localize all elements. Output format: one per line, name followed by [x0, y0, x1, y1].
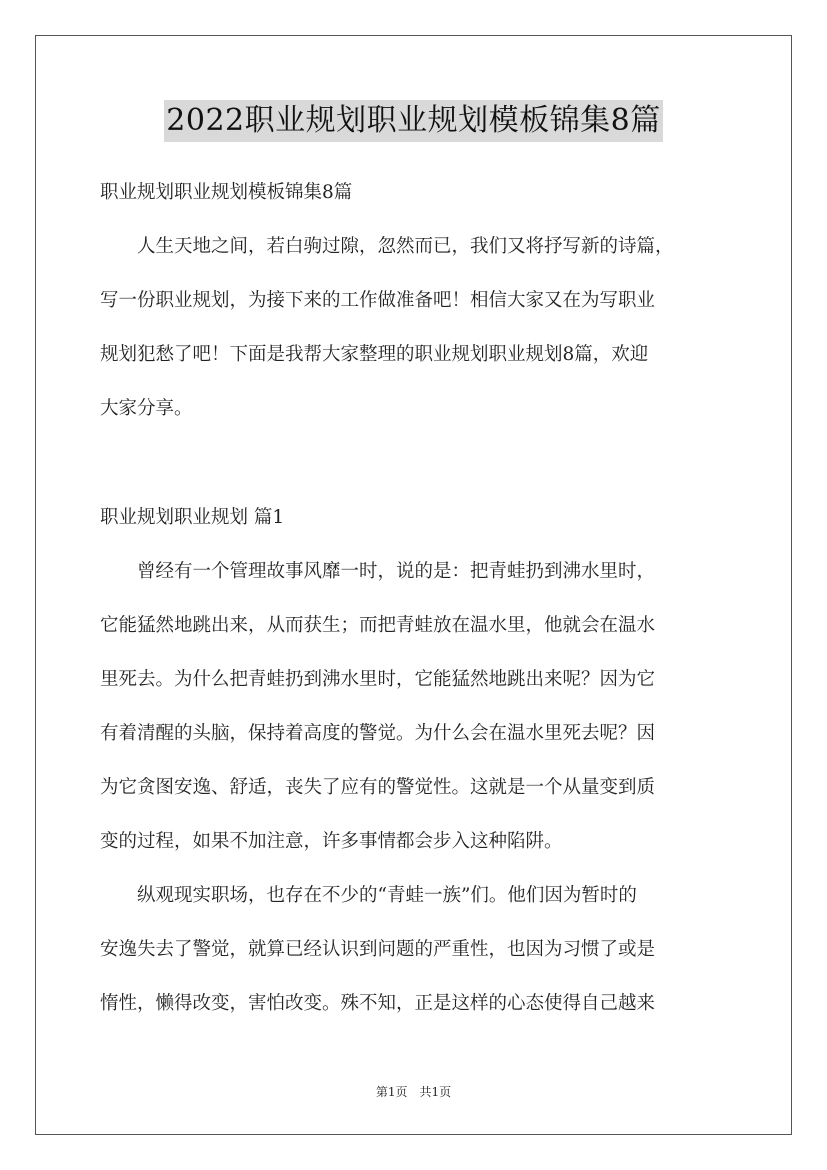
intro-line: 写一份职业规划，为接下来的工作做准备吧！相信大家又在为写职业 — [100, 290, 656, 311]
paragraph-line: 它能猛然地跳出来，从而获生；而把青蛙放在温水里，他就会在温水 — [100, 615, 656, 636]
document-title: 2022职业规划职业规划模板锦集8篇 — [164, 100, 662, 142]
paragraph-line: 为它贪图安逸、舒适，丧失了应有的警觉性。这就是一个从量变到质 — [100, 777, 656, 798]
section-heading: 职业规划职业规划 篇1 — [100, 507, 285, 528]
document-subtitle: 职业规划职业规划模板锦集8篇 — [100, 182, 353, 203]
intro-line: 人生天地之间，若白驹过隙，忽然而已，我们又将抒写新的诗篇， — [100, 236, 674, 257]
title-container — [0, 100, 827, 142]
page-number: 第1页 共1页 — [375, 1085, 452, 1099]
paragraph-line: 纵观现实职场，也存在不少的“青蛙一族”们。他们因为暂时的 — [100, 885, 637, 906]
paragraph-line: 惰性，懒得改变，害怕改变。殊不知，正是这样的心态使得自己越来 — [100, 993, 656, 1014]
intro-line: 规划犯愁了吧！下面是我帮大家整理的职业规划职业规划8篇，欢迎 — [100, 344, 649, 365]
paragraph-line: 安逸失去了警觉，就算已经认识到问题的严重性，也因为习惯了或是 — [100, 939, 656, 960]
paragraph-line: 曾经有一个管理故事风靡一时，说的是：把青蛙扔到沸水里时， — [100, 561, 656, 582]
paragraph-line: 有着清醒的头脑，保持着高度的警觉。为什么会在温水里死去呢？因 — [100, 723, 656, 744]
intro-line: 大家分享。 — [100, 398, 193, 419]
paragraph-line: 变的过程，如果不加注意，许多事情都会步入这种陷阱。 — [100, 831, 563, 852]
paragraph-line: 里死去。为什么把青蛙扔到沸水里时，它能猛然地跳出来呢？因为它 — [100, 669, 656, 690]
